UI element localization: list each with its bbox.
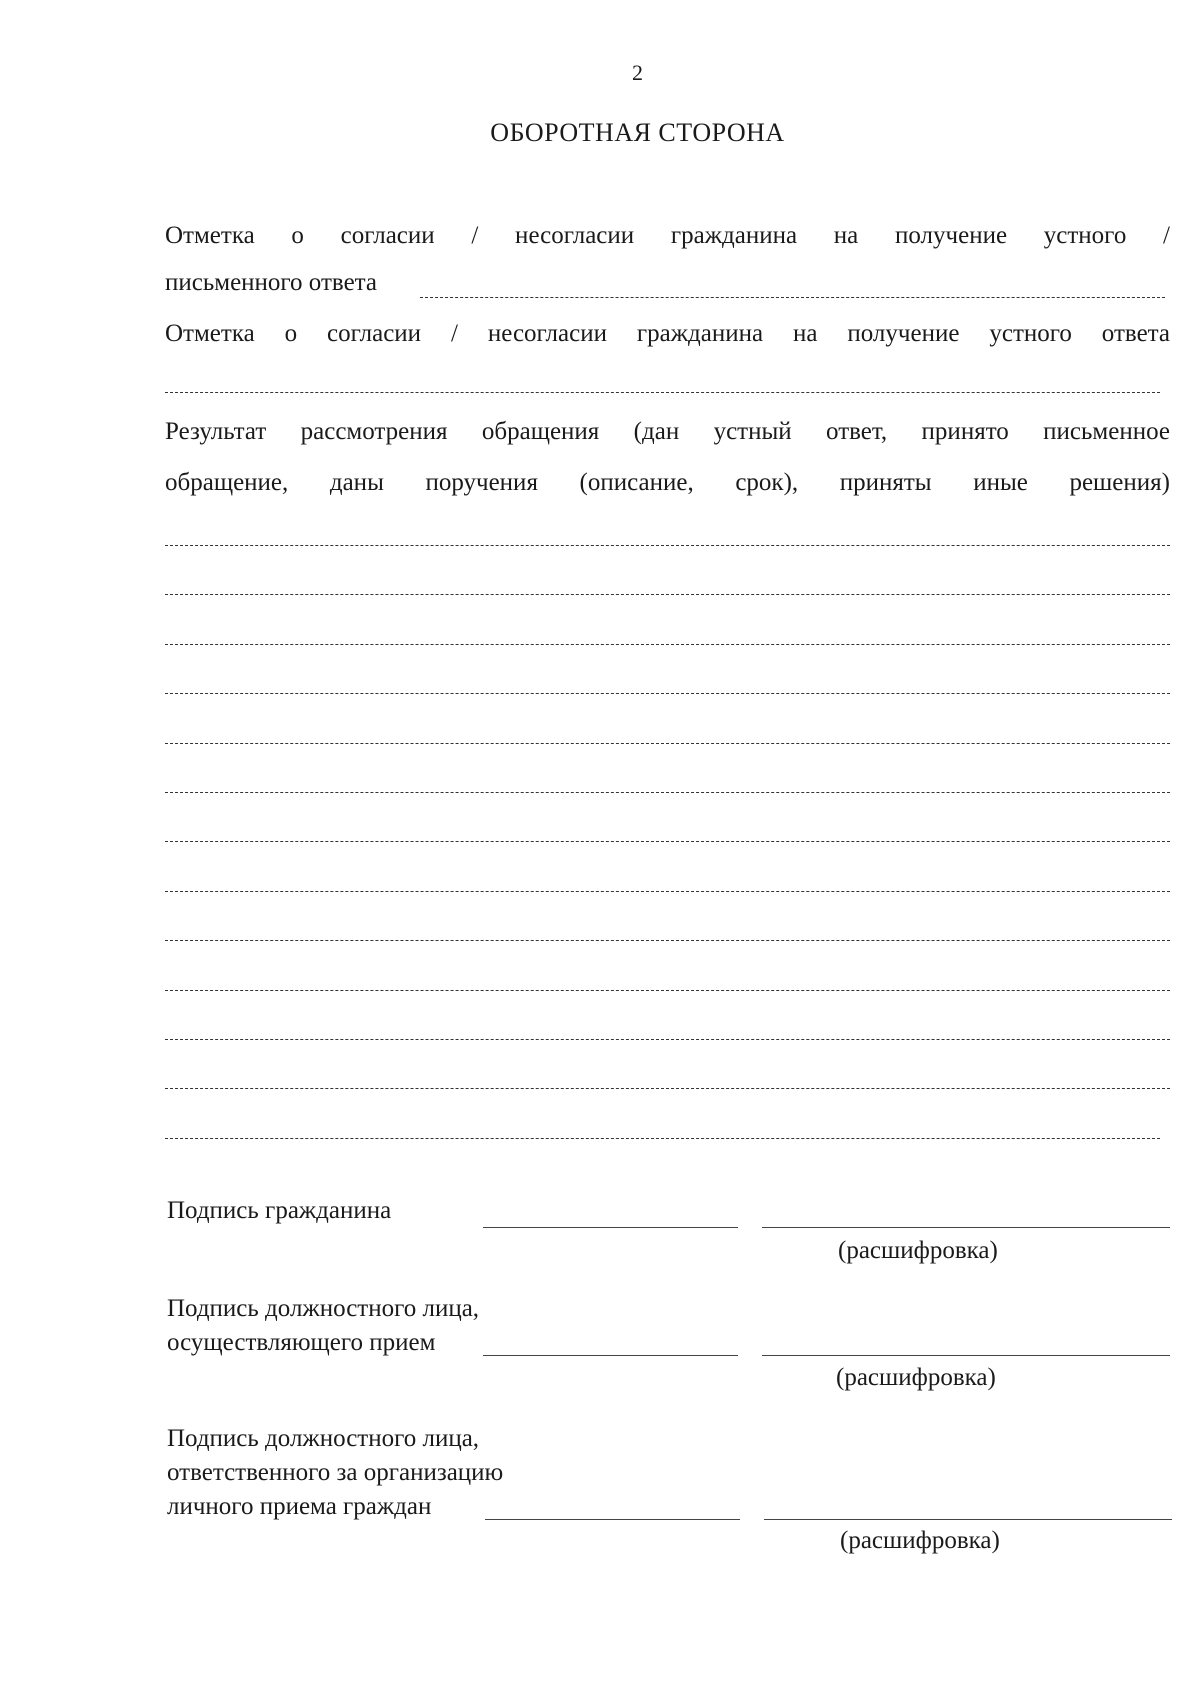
page-title: ОБОРОТНАЯ СТОРОНА bbox=[490, 118, 785, 147]
citizen-signature-label: Подпись гражданина bbox=[167, 1197, 392, 1224]
result-answer-line[interactable] bbox=[165, 990, 1170, 991]
result-line1: Результат рассмотрения обращения (дан устный ответ, принято письменное bbox=[165, 418, 1170, 445]
result-answer-line[interactable] bbox=[165, 594, 1170, 595]
consent-oral-field[interactable] bbox=[165, 392, 1160, 393]
reception-official-decode-field[interactable] bbox=[762, 1355, 1170, 1356]
result-answer-line[interactable] bbox=[165, 644, 1170, 645]
responsible-official-signature-field[interactable] bbox=[485, 1519, 740, 1520]
result-answer-line[interactable] bbox=[165, 792, 1170, 793]
result-answer-line[interactable] bbox=[165, 1039, 1170, 1040]
responsible-official-decode-caption: (расшифровка) bbox=[840, 1527, 1000, 1554]
result-line2: обращение, даны поручения (описание, срок), приняты иные решения) bbox=[165, 469, 1170, 496]
responsible-official-decode-field[interactable] bbox=[764, 1519, 1172, 1520]
consent-written-field[interactable] bbox=[420, 297, 1165, 298]
result-answer-line[interactable] bbox=[165, 1138, 1160, 1139]
consent-written-line1: Отметка о согласии / несогласии гражданина на получение устного / bbox=[165, 222, 1170, 249]
responsible-official-label-line1: Подпись должностного лица, bbox=[167, 1425, 480, 1452]
result-answer-line[interactable] bbox=[165, 1088, 1170, 1089]
citizen-decode-caption: (расшифровка) bbox=[838, 1237, 998, 1264]
result-answer-line[interactable] bbox=[165, 693, 1170, 694]
reception-official-label-line2: осуществляющего прием bbox=[167, 1329, 436, 1356]
citizen-decode-field[interactable] bbox=[762, 1227, 1170, 1228]
reception-official-label-line1: Подпись должностного лица, bbox=[167, 1295, 480, 1322]
page-number: 2 bbox=[632, 60, 643, 85]
reception-official-signature-field[interactable] bbox=[483, 1355, 738, 1356]
responsible-official-label-line2: ответственного за организацию bbox=[167, 1459, 504, 1486]
citizen-signature-field[interactable] bbox=[483, 1227, 738, 1228]
result-answer-line[interactable] bbox=[165, 841, 1170, 842]
consent-oral-text: Отметка о согласии / несогласии гражданина на получение устного ответа bbox=[165, 320, 1170, 347]
consent-written-line2: письменного ответа bbox=[165, 269, 377, 296]
result-answer-line[interactable] bbox=[165, 545, 1170, 546]
result-answer-line[interactable] bbox=[165, 743, 1170, 744]
responsible-official-label-line3: личного приема граждан bbox=[167, 1493, 432, 1520]
reception-official-decode-caption: (расшифровка) bbox=[836, 1364, 996, 1391]
result-answer-line[interactable] bbox=[165, 940, 1170, 941]
result-answer-line[interactable] bbox=[165, 891, 1170, 892]
